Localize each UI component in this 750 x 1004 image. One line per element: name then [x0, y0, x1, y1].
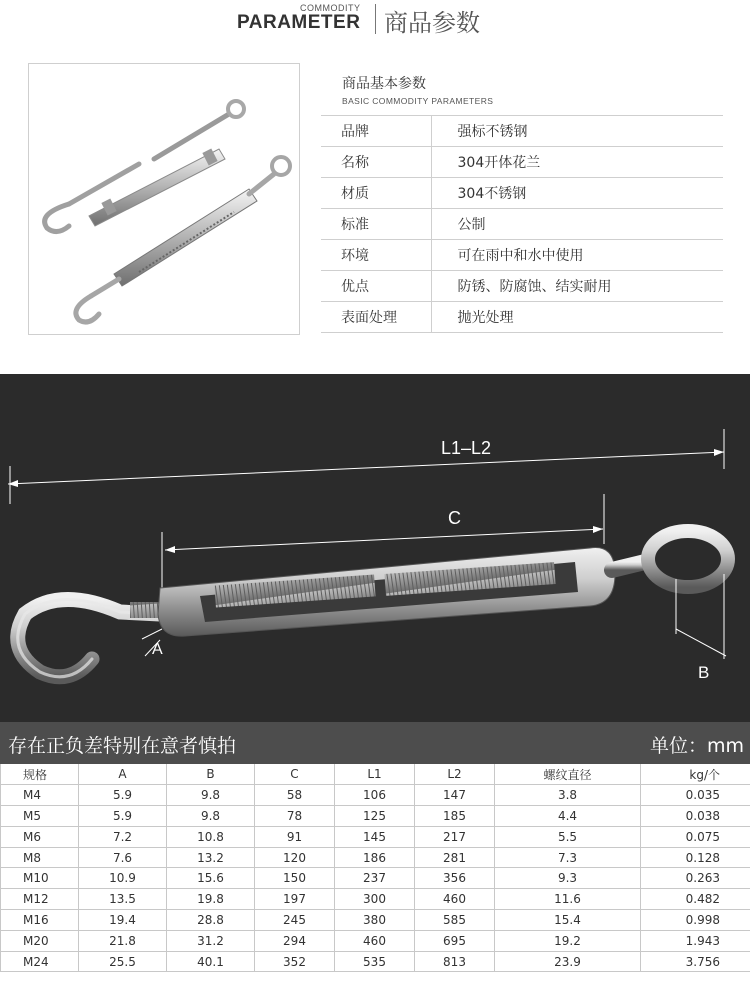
- open-body-part: [89, 148, 225, 226]
- table-cell: 695: [415, 930, 495, 951]
- param-value: 304不锈钢: [431, 178, 723, 209]
- table-cell: 813: [415, 951, 495, 972]
- table-cell: 147: [415, 785, 495, 806]
- spec-header-bar: [0, 722, 750, 764]
- table-cell: 300: [335, 889, 415, 910]
- col-header: L2: [415, 764, 495, 785]
- param-key: 表面处理: [321, 302, 431, 333]
- param-row: [321, 147, 723, 178]
- table-cell: 13.5: [79, 889, 167, 910]
- eye-bolt-part: [154, 101, 244, 159]
- table-cell: 125: [335, 806, 415, 827]
- table-cell: 21.8: [79, 930, 167, 951]
- unit-label: 单位：mm: [649, 735, 744, 757]
- col-header: B: [167, 764, 255, 785]
- table-cell: M4: [1, 785, 79, 806]
- table-cell: M12: [1, 889, 79, 910]
- table-cell: 7.2: [79, 826, 167, 847]
- spec-table: [0, 764, 750, 972]
- param-key: 品牌: [321, 116, 431, 147]
- param-value: 强标不锈钢: [431, 116, 723, 147]
- table-cell: 31.2: [167, 930, 255, 951]
- table-cell: M16: [1, 910, 79, 931]
- param-key: 环境: [321, 240, 431, 271]
- table-cell: 217: [415, 826, 495, 847]
- table-cell: M5: [1, 806, 79, 827]
- param-key: 优点: [321, 271, 431, 302]
- param-row: [321, 116, 723, 147]
- table-cell: 356: [415, 868, 495, 889]
- table-cell: M8: [1, 847, 79, 868]
- col-header: 规格: [1, 764, 79, 785]
- table-cell: 0.128: [641, 847, 750, 868]
- dimension-diagram: [0, 374, 750, 722]
- param-key: 材质: [321, 178, 431, 209]
- table-cell: 15.6: [167, 868, 255, 889]
- c-label: C: [448, 508, 461, 528]
- param-key: 名称: [321, 147, 431, 178]
- table-cell: 281: [415, 847, 495, 868]
- col-header: 螺纹直径: [495, 764, 641, 785]
- table-cell: 0.482: [641, 889, 750, 910]
- param-value: 抛光处理: [431, 302, 723, 333]
- table-cell: 245: [255, 910, 335, 931]
- col-header: L1: [335, 764, 415, 785]
- col-header: C: [255, 764, 335, 785]
- body-frame-drawing: [158, 548, 615, 637]
- param-row: [321, 271, 723, 302]
- col-header: kg/个: [641, 764, 750, 785]
- table-cell: 106: [335, 785, 415, 806]
- table-cell: 25.5: [79, 951, 167, 972]
- table-cell: 0.263: [641, 868, 750, 889]
- table-row: [1, 930, 750, 951]
- table-cell: 9.3: [495, 868, 641, 889]
- table-cell: M24: [1, 951, 79, 972]
- param-value: 防锈、防腐蚀、结实耐用: [431, 271, 723, 302]
- basic-params-table: [321, 115, 723, 333]
- b-label: B: [698, 663, 710, 682]
- table-cell: 9.8: [167, 785, 255, 806]
- table-cell: 380: [335, 910, 415, 931]
- table-cell: 28.8: [167, 910, 255, 931]
- table-cell: 7.6: [79, 847, 167, 868]
- basic-params-title: 商品基本参数: [342, 76, 426, 92]
- basic-params-heading: [342, 73, 493, 106]
- table-cell: 7.3: [495, 847, 641, 868]
- table-cell: 23.9: [495, 951, 641, 972]
- table-cell: 460: [415, 889, 495, 910]
- turnbuckle-drawing: [0, 374, 750, 722]
- table-cell: 78: [255, 806, 335, 827]
- table-cell: 585: [415, 910, 495, 931]
- hook-drawing: [18, 599, 160, 676]
- table-cell: 120: [255, 847, 335, 868]
- table-cell: 3.8: [495, 785, 641, 806]
- l1l2-label: L1–L2: [441, 438, 492, 458]
- header-en-small: COMMODITY: [300, 3, 361, 13]
- header-divider: [375, 4, 376, 34]
- table-cell: M6: [1, 826, 79, 847]
- table-cell: 10.9: [79, 868, 167, 889]
- param-value: 公制: [431, 209, 723, 240]
- table-cell: 19.4: [79, 910, 167, 931]
- table-cell: 58: [255, 785, 335, 806]
- table-row: [1, 951, 750, 972]
- table-cell: 19.8: [167, 889, 255, 910]
- table-row: [1, 785, 750, 806]
- a-label: A: [152, 641, 163, 658]
- table-row: [1, 806, 750, 827]
- table-cell: 294: [255, 930, 335, 951]
- table-cell: 1.943: [641, 930, 750, 951]
- page-header: [0, 0, 750, 40]
- table-cell: 352: [255, 951, 335, 972]
- table-cell: 0.075: [641, 826, 750, 847]
- eye-bolt-drawing: [612, 531, 728, 587]
- table-cell: 535: [335, 951, 415, 972]
- table-cell: 460: [335, 930, 415, 951]
- table-cell: 5.5: [495, 826, 641, 847]
- l1l2-dimension-line: [8, 429, 724, 504]
- table-cell: 9.8: [167, 806, 255, 827]
- table-cell: 150: [255, 868, 335, 889]
- col-header: A: [79, 764, 167, 785]
- param-row: [321, 209, 723, 240]
- table-cell: 237: [335, 868, 415, 889]
- basic-params-subtitle: BASIC COMMODITY PARAMETERS: [342, 96, 494, 106]
- table-cell: 186: [335, 847, 415, 868]
- table-cell: 0.035: [641, 785, 750, 806]
- table-cell: M20: [1, 930, 79, 951]
- table-cell: 5.9: [79, 785, 167, 806]
- param-value: 可在雨中和水中使用: [431, 240, 723, 271]
- table-cell: 0.038: [641, 806, 750, 827]
- tolerance-note: 存在正负差特别在意者慎拍: [8, 735, 237, 757]
- table-cell: M10: [1, 868, 79, 889]
- table-cell: 145: [335, 826, 415, 847]
- spec-header-row: [1, 764, 750, 785]
- product-photo: [28, 63, 300, 335]
- table-row: [1, 889, 750, 910]
- spec-table-body: [1, 785, 750, 972]
- table-cell: 11.6: [495, 889, 641, 910]
- table-row: [1, 868, 750, 889]
- header-en-big: PARAMETER: [237, 12, 361, 33]
- table-cell: 10.8: [167, 826, 255, 847]
- table-row: [1, 826, 750, 847]
- header-zh-title: 商品参数: [384, 9, 480, 37]
- turnbuckle-photo-illustration: [29, 64, 299, 334]
- param-row: [321, 302, 723, 333]
- param-row: [321, 240, 723, 271]
- table-cell: 19.2: [495, 930, 641, 951]
- param-row: [321, 178, 723, 209]
- table-cell: 15.4: [495, 910, 641, 931]
- table-cell: 4.4: [495, 806, 641, 827]
- table-cell: 0.998: [641, 910, 750, 931]
- table-cell: 3.756: [641, 951, 750, 972]
- table-row: [1, 910, 750, 931]
- table-cell: 5.9: [79, 806, 167, 827]
- table-cell: 13.2: [167, 847, 255, 868]
- table-row: [1, 847, 750, 868]
- param-key: 标准: [321, 209, 431, 240]
- param-value: 304开体花兰: [431, 147, 723, 178]
- table-cell: 40.1: [167, 951, 255, 972]
- table-cell: 91: [255, 826, 335, 847]
- table-cell: 197: [255, 889, 335, 910]
- table-cell: 185: [415, 806, 495, 827]
